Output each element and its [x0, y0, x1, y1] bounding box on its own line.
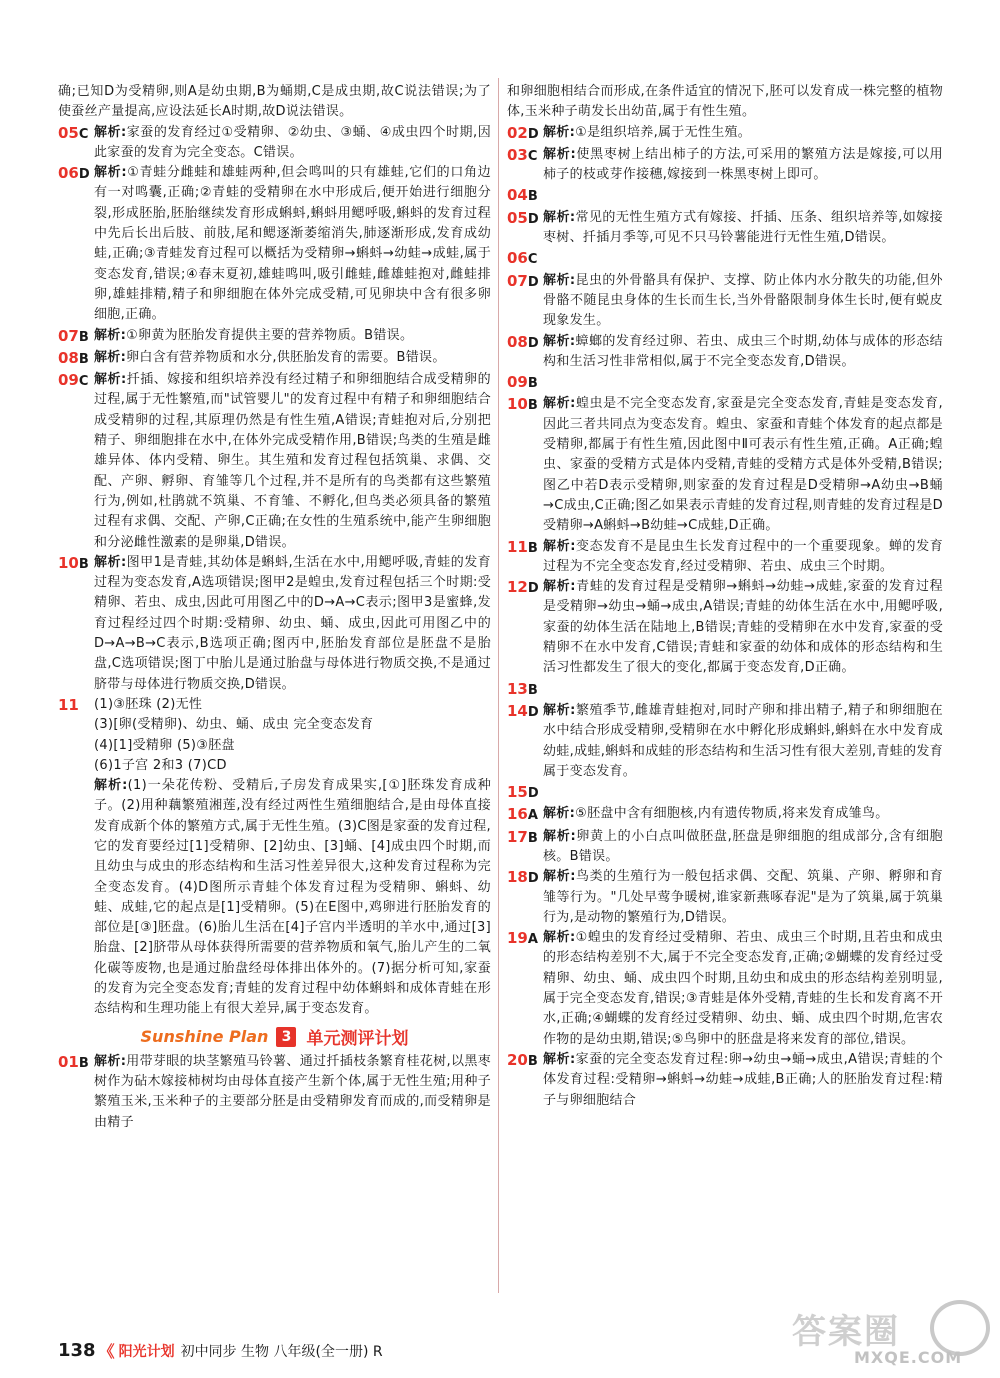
explanation-body: 图甲1是青蛙,其幼体是蝌蚪,生活在水中,用鳃呼吸,青蛙的发育过程为变态发育,A选项错误;图甲2是蝗虫,发育过程包括三个时期:受精卵、若虫、成虫,因此可用图乙中的D→A→C表示;图甲3是蜜蜂,发育过程经过四个时期:受精卵、幼虫、蛹、成虫,因此可用图乙中的D→A→B→C表示,B选项正确;图丙中,胚胎发育部位是胚盘不是胎盘,C选项错误;图丁中胎儿是通过胎盘与母体进行物质交换,不是通过脐带与母体进行物质交换,D错误。 [94, 554, 491, 692]
answer-choice: C [527, 252, 538, 268]
explanation-body: ①蝗虫的发育经过受精卵、若虫、成虫三个时期,且若虫和成虫的形态结构差别不大,属于不完全变态发育,正确;②蝴蝶的发育经过受精卵、幼虫、蛹、成虫四个时期,且幼虫和成虫的形态结构差别明显,属于完全变态发育,错误;③青蛙是体外受精,青蛙的生长和发育离不开水,正确;④蝴蝶的发育经过受精卵、幼虫、蛹、成虫四个时期,危害农作物的是幼虫期,错误;⑤鸟卵中的胚盘是将来发育的部位,错误。 [543, 930, 943, 1047]
answer-choice: D [527, 581, 539, 597]
answer-item [58, 326, 491, 348]
question-number: 15 [507, 783, 528, 802]
answer-number [507, 271, 543, 293]
book-series: 初中同步 生物 八年级(全一册) R [180, 1343, 383, 1360]
left-column [58, 82, 491, 1133]
answer-item [507, 701, 943, 782]
answer-number [507, 185, 543, 207]
right-column [507, 82, 943, 1111]
analysis-label: 解析: [543, 930, 576, 946]
banner-title: 单元测评计划 [306, 1029, 409, 1050]
explanation-text [543, 145, 943, 186]
question-number: 05 [58, 123, 79, 142]
sub-answer: (6)1子宫 2和3 (7)CD [94, 757, 227, 773]
answer-item [507, 271, 943, 332]
sub-answer: (4)[1]受精卵 (5)③胚盘 [94, 737, 235, 753]
answer-number [507, 701, 543, 723]
explanation-body: 卵白含有营养物质和水分,供胚胎发育的需要。B错误。 [126, 349, 446, 365]
explanation-body: 和卵细胞相结合而形成,在条件适宜的情况下,胚可以发育成一株完整的植物体,玉米种子萌发长出幼苗,属于有性生殖。 [507, 84, 943, 120]
answer-item [507, 208, 943, 249]
answer-choice: C [78, 374, 89, 390]
answer-number [507, 1050, 543, 1072]
brand-name: 阳光计划 [118, 1343, 175, 1360]
question-number: 11 [58, 695, 79, 714]
analysis-label: 解析: [543, 869, 576, 885]
column-divider [498, 78, 499, 1293]
answer-choice: B [78, 556, 89, 572]
answer-choice: D [78, 167, 90, 183]
answer-item [507, 332, 943, 373]
page-footer [58, 1339, 383, 1362]
explanation-body: 蟑螂的发育经过卵、若虫、成虫三个时期,幼体与成体的形态结构和生活习性非常相似,属于不完全变态发育,D错误。 [543, 333, 943, 369]
answer-number [58, 326, 94, 348]
explanation-text [543, 123, 943, 143]
explanation-body: 昆虫的外骨骼具有保护、支撑、防止体内水分散失的功能,但外骨骼不随昆虫身体的生长而生长,当外骨骼限制身体生长时,便有蜕皮现象发生。 [543, 272, 943, 329]
answer-choice: B [527, 1053, 538, 1069]
explanation-text [58, 82, 491, 123]
answer-number [58, 348, 94, 370]
question-number: 04 [507, 186, 528, 205]
analysis-label: 解析: [94, 349, 127, 365]
explanation-body: 用带芽眼的块茎繁殖马铃薯、通过扦插枝条繁育桂花树,以黑枣树作为砧木嫁接柿树均由母体直接产生新个体,属于无性生殖;用种子繁殖玉米,玉米种子的主要部分胚是由受精卵发育而成的,而受精卵是由精子 [94, 1053, 491, 1130]
answer-number [58, 695, 94, 715]
answer-choice: B [527, 398, 538, 414]
explanation-text [543, 701, 943, 782]
explanation-text [543, 827, 943, 868]
answer-choice: B [527, 682, 538, 698]
answer-item [58, 695, 491, 1020]
answer-item [507, 577, 943, 678]
answer-choice: B [527, 830, 538, 846]
answer-number [507, 208, 543, 230]
watermark-url: MXQE.COM [854, 1348, 963, 1367]
answer-item [507, 372, 943, 394]
answer-item [507, 82, 943, 123]
question-number: 10 [507, 395, 528, 414]
analysis-label: 解析: [543, 272, 576, 288]
answer-item [507, 123, 943, 145]
analysis-label: 解析: [94, 124, 127, 140]
answer-number [507, 577, 543, 599]
explanation-text [543, 804, 943, 824]
explanation-text [94, 1052, 491, 1133]
explanation-body: 青蛙的发育过程是受精卵→蝌蚪→幼蛙→成蛙,家蚕的发育过程是受精卵→幼虫→蛹→成虫,A错误;青蛙的幼体生活在水中,用鳃呼吸,家蚕的幼体生活在陆地上,B错误;青蛙的受精卵在水中发育,家蚕的受精卵不在水中发育,C错误;青蛙和家蚕的幼体和成体的形态结构和生活习性都发生了很大的变化,都属于变态发育,D正确。 [543, 579, 943, 676]
analysis-label: 解析: [543, 806, 576, 822]
analysis-label: 解析: [543, 333, 576, 349]
question-number: 07 [58, 326, 79, 345]
section-banner [58, 1026, 491, 1048]
answer-number [507, 537, 543, 559]
question-number: 07 [507, 271, 528, 290]
question-number: 09 [507, 373, 528, 392]
answer-choice: A [527, 932, 538, 948]
answer-item [507, 394, 943, 536]
question-number: 03 [507, 145, 528, 164]
analysis-label: 解析: [543, 1051, 576, 1067]
banner-english: Sunshine Plan [140, 1027, 269, 1047]
answer-number [507, 867, 543, 889]
analysis-label: 解析: [94, 778, 128, 794]
answer-number [58, 553, 94, 575]
answer-item [507, 248, 943, 270]
watermark-mark: 答案圈 [792, 1312, 900, 1352]
analysis-label: 解析: [94, 1053, 127, 1069]
question-number: 05 [507, 208, 528, 227]
answer-number [507, 782, 543, 804]
explanation-body: 蝗虫是不完全变态发育,家蚕是完全变态发育,青蛙是变态发育,因此三者共同点为变态发育。蝗虫、家蚕和青蛙个体发育的起点都是受精卵,都属于有性生殖,因此图中Ⅱ可表示有性生殖,正确。A正确;蝗虫、家蚕的受精方式是体内受精,青蛙的受精方式是体外受精,B错误;图乙中若D表示受精卵,则家蚕的发育过程是D受精卵→A幼虫→B蛹→C成虫,C正确;图乙如果表示青蛙的发育过程,则青蛙的发育过程是D受精卵→A蝌蚪→B幼蛙→C成蛙,D正确。 [543, 396, 943, 534]
explanation-text [543, 208, 943, 249]
answer-choice: B [527, 189, 538, 205]
answer-number [507, 804, 543, 826]
question-number: 06 [58, 164, 79, 183]
answer-item [507, 928, 943, 1050]
answer-item [507, 679, 943, 701]
answer-choice: C [527, 148, 538, 164]
explanation-body: 鸟类的生殖行为一般包括求偶、交配、筑巢、产卵、孵卵和育雏等行为。"几处早莺争暖树,谁家新燕啄春泥"是为了筑巢,属于筑巢行为,是动物的繁殖行为,D错误。 [543, 869, 943, 925]
question-number: 16 [507, 805, 528, 824]
answer-number [507, 928, 543, 950]
question-number: 06 [507, 249, 528, 268]
answer-choice: D [527, 211, 539, 227]
answer-choice: D [527, 871, 539, 887]
question-number: 17 [507, 827, 528, 846]
answer-number [58, 163, 94, 185]
answer-item [507, 1050, 943, 1111]
explanation-body: 家蚕的完全变态发育过程:卵→幼虫→蛹→成虫,A错误;青蛙的个体发育过程:受精卵→蝌蚪→幼蛙→成蛙,B正确;人的胚胎发育过程:精子与卵细胞结合 [543, 1051, 943, 1108]
chevron-icon: 《 [98, 1342, 115, 1361]
analysis-label: 解析: [94, 554, 127, 570]
explanation-text [543, 928, 943, 1050]
analysis-label: 解析: [543, 579, 576, 595]
analysis-label: 解析: [543, 702, 576, 718]
answer-number [507, 145, 543, 167]
banner-number: 3 [276, 1027, 296, 1047]
explanation-text [94, 553, 491, 695]
explanation-text [507, 82, 943, 123]
page-number: 138 [58, 1340, 96, 1361]
explanation-body: 常见的无性生殖方式有嫁接、扦插、压条、组织培养等,如嫁接枣树、扦插月季等,可见不只马铃薯能进行无性生殖,D错误。 [543, 209, 943, 246]
answer-item [507, 145, 943, 186]
answer-choice: D [527, 274, 539, 290]
analysis-label: 解析: [543, 828, 576, 844]
question-number: 18 [507, 868, 528, 887]
explanation-text [94, 163, 491, 325]
explanation-text [543, 332, 943, 373]
sub-answer: (1)③胚珠 (2)无性 [94, 696, 203, 712]
answer-number [507, 827, 543, 849]
question-number: 14 [507, 701, 528, 720]
answer-choice: B [527, 540, 538, 556]
explanation-text [543, 537, 943, 578]
answer-number [507, 123, 543, 145]
question-number: 02 [507, 123, 528, 142]
sub-answer: (3)[卵(受精卵)、幼虫、蛹、成虫 完全变态发育 [94, 717, 374, 733]
explanation-text [94, 348, 491, 368]
explanation-body: ①卵黄为胚胎发育提供主要的营养物质。B错误。 [126, 327, 414, 343]
watermark [792, 1300, 988, 1376]
question-number: 12 [507, 578, 528, 597]
explanation-text [94, 326, 491, 346]
explanation-body: 繁殖季节,雌雄青蛙抱对,同时产卵和排出精子,精子和卵细胞在水中结合形成受精卵,受精卵在水中孵化形成蝌蚪,蝌蚪在水中发育成幼蛙,成蛙,蝌蚪和成蛙的形态结构和生活习性有很大差别,青蛙的发育属于变态发育。 [543, 702, 943, 779]
explanation-body: ⑤胚盘中含有细胞核,内有遗传物质,将来发育成雏鸟。 [575, 806, 889, 822]
analysis-label: 解析: [94, 372, 127, 388]
answer-number [507, 248, 543, 270]
analysis-label: 解析: [543, 538, 576, 554]
answer-choice: A [527, 808, 538, 824]
answer-item [507, 804, 943, 826]
answer-choice: D [527, 335, 539, 351]
answer-choice: B [78, 1055, 89, 1071]
explanation-body: 扦插、嫁接和组织培养没有经过精子和卵细胞结合成受精卵的过程,属于无性繁殖,而"试管婴儿"的发育过程中有精子和卵细胞结合成受精卵的过程,其原理仍然是有性生殖,A错误;青蛙抱对后,分别把精子、卵细胞排在水中,在体外完成受精作用,B错误;鸟类的生殖是雌雄异体、体内受精、卵生。其生殖和发育过程包括筑巢、求偶、交配、产卵、孵卵、育雏等几个过程,并不是所有的鸟类都有这些繁殖行为,例如,杜鹃就不筑巢、不育雏、不孵化,但鸟类必须具备的繁殖过程有求偶、交配、产卵,C正确;在女性的生殖系统中,能产生卵细胞和分泌雌性激素的是卵巢,D错误。 [94, 372, 491, 550]
explanation-body: 卵黄上的小白点叫做胚盘,胚盘是卵细胞的组成部分,含有细胞核。B错误。 [543, 828, 943, 864]
analysis-label: 解析: [543, 209, 576, 225]
answer-item [507, 185, 943, 207]
answer-item [507, 827, 943, 868]
explanation-body: 家蚕的发育经过①受精卵、②幼虫、③蛹、④成虫四个时期,因此家蚕的发育为完全变态。C错误。 [94, 124, 491, 160]
answer-item [507, 782, 943, 804]
answer-choice: C [78, 126, 89, 142]
answer-choice: B [527, 376, 538, 392]
answer-choice: D [527, 704, 539, 720]
question-number: 08 [507, 332, 528, 351]
answer-choice: B [78, 329, 89, 345]
question-number: 13 [507, 679, 528, 698]
answer-number [507, 332, 543, 354]
answer-number [58, 123, 94, 145]
answer-item [58, 553, 491, 695]
explanation-body: (1)一朵花传粉、受精后,子房发育成果实,[①]胚珠发育成种子。(2)用种藕繁殖湘莲,没有经过两性生殖细胞结合,是由母体直接发育成新个体的繁殖方式,属于无性生殖。(3)C图是家蚕的发育过程,它的发育要经过[1]受精卵、[2]幼虫、[3]蛹、[4]成虫四个时期,而且幼虫与成虫的形态结构和生活习性差异很大,这种发育过程称为完全变态发育。(4)D图所示青蛙个体发育过程为受精卵、蝌蚪、幼蛙、成蛙,它的起点是[1]受精卵。(5)在E图中,鸡卵进行胚胎发育的部位是[③]胚盘。(6)胎儿生活在[4]子宫内半透明的羊水中,通过[3]胎盘、[2]脐带从母体获得所需要的营养物质和氧气,胎儿产生的二氧化碳等废物,也是通过胎盘经母体排出体外的。(7)据分析可知,家蚕的发育为完全变态发育;青蛙的发育过程中幼体蝌蚪和成体青蛙在形态结构和生理功能上有很大差异,属于变态发育。 [94, 778, 491, 1017]
question-number: 10 [58, 553, 79, 572]
answer-choice: D [527, 786, 539, 802]
question-number: 11 [507, 537, 528, 556]
explanation-text [94, 123, 491, 164]
question-number: 09 [58, 371, 79, 390]
answer-item [507, 537, 943, 578]
answer-item [58, 1052, 491, 1133]
analysis-label: 解析: [94, 327, 127, 343]
question-number: 08 [58, 348, 79, 367]
question-number: 01 [58, 1052, 79, 1071]
answer-choice: B [78, 351, 89, 367]
explanation-body: 变态发育不是昆虫生长发育过程中的一个重要现象。蝉的发育过程为不完全变态发育,经过受精卵、若虫、成虫三个时期。 [543, 538, 943, 574]
analysis-label: 解析: [543, 124, 576, 140]
answer-number [58, 370, 94, 392]
explanation-text [543, 577, 943, 678]
analysis-label: 解析: [543, 146, 576, 162]
answer-item [58, 123, 491, 164]
explanation-text [543, 271, 943, 332]
answer-item [507, 867, 943, 928]
answer-item [58, 348, 491, 370]
answer-number [507, 679, 543, 701]
answer-number [507, 394, 543, 416]
answer-item [58, 370, 491, 553]
explanation-text [94, 370, 491, 553]
analysis-label: 解析: [94, 165, 127, 181]
explanation-text [94, 695, 491, 1020]
question-number: 19 [507, 929, 528, 948]
question-number: 20 [507, 1050, 528, 1069]
answer-choice: D [527, 126, 539, 142]
explanation-body: ①青蛙分雌蛙和雄蛙两种,但会鸣叫的只有雄蛙,它们的口角边有一对鸣囊,正确;②青蛙的受精卵在水中形成后,便开始进行细胞分裂,形成胚胎,胚胎继续发育形成蝌蚪,蝌蚪用鳃呼吸,蝌蚪的发育过程中先后长出后肢、前肢,尾和鳃逐渐萎缩消失,肺逐渐形成,发育成幼蛙,正确;③青蛙发育过程可以概括为受精卵→蝌蚪→幼蛙→成蛙,属于变态发育,错误;④春末夏初,雄蛙鸣叫,吸引雌蛙,雌雄蛙抱对,雌蛙排卵,雄蛙排精,精子和卵细胞在体外完成受精,可见卵块中含有很多卵细胞,正确。 [94, 165, 491, 323]
explanation-text [543, 867, 943, 928]
explanation-body: ①是组织培养,属于无性生殖。 [575, 124, 752, 140]
explanation-text [543, 394, 943, 536]
answer-number [507, 372, 543, 394]
explanation-body: 确;已知D为受精卵,则A是幼虫期,B为蛹期,C是成虫期,故C说法错误;为了使蚕丝产量提高,应设法延长A时期,故D说法错误。 [58, 84, 491, 120]
explanation-body: 使黑枣树上结出柿子的方法,可采用的繁殖方法是嫁接,可以用柿子的枝或芽作接穗,嫁接到一株黑枣树上即可。 [543, 146, 943, 183]
explanation-text [543, 1050, 943, 1111]
answer-item [58, 82, 491, 123]
analysis-label: 解析: [543, 396, 576, 412]
answer-number [58, 1052, 94, 1074]
answer-item [58, 163, 491, 325]
